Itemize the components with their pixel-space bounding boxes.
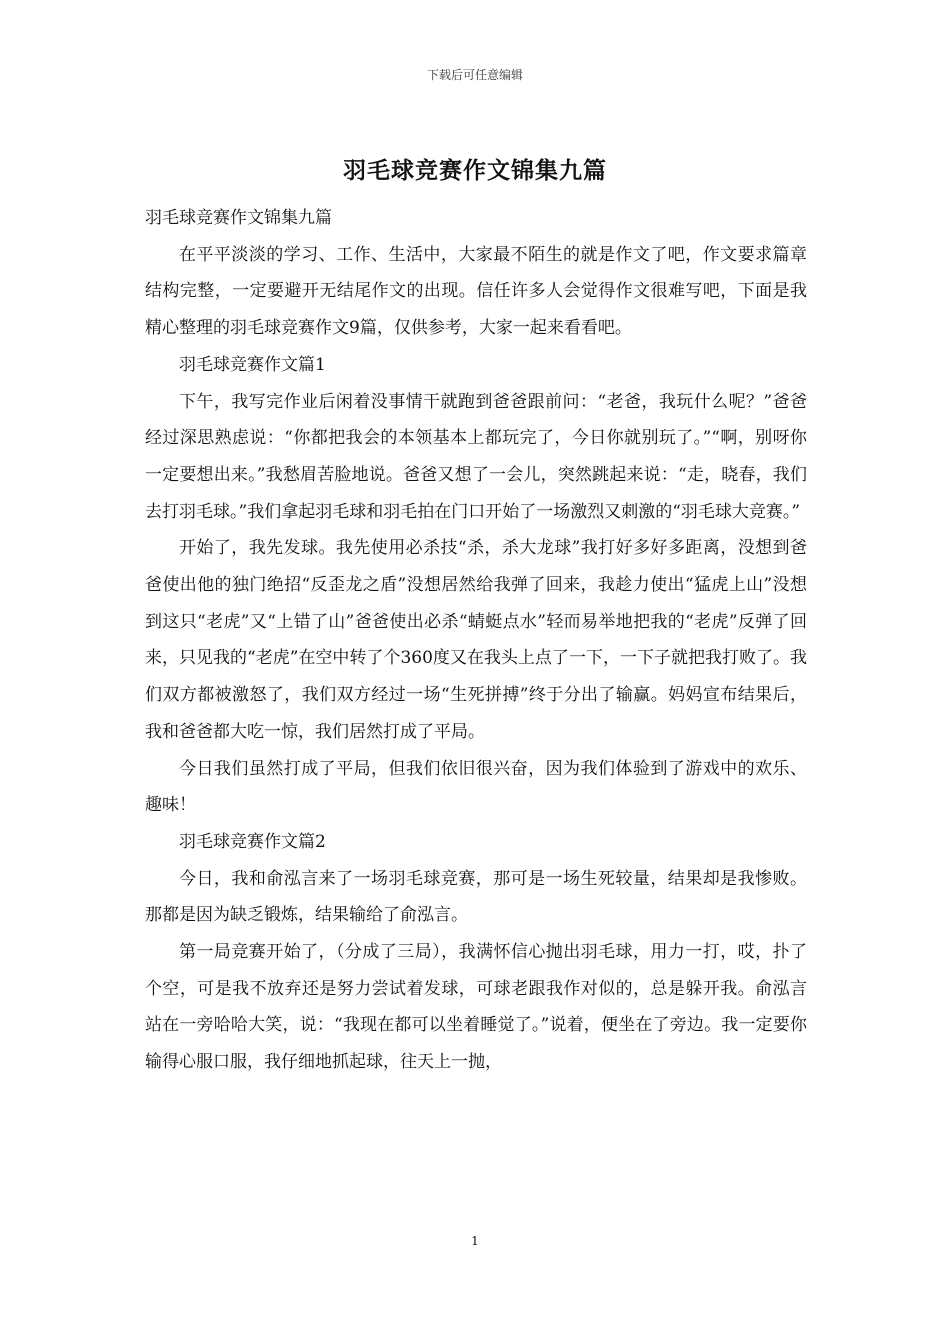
body-paragraph: 今日我们虽然打成了平局，但我们依旧很兴奋，因为我们体验到了游戏中的欢乐、趣味！: [145, 758, 807, 816]
section-heading-2: 羽毛球竞赛作文篇2: [179, 831, 326, 852]
page-number: 1: [471, 1234, 479, 1248]
page-header-note: 下载后可任意编辑: [426, 68, 523, 82]
body-paragraph: 第一局竞赛开始了，（分成了三局），我满怀信心抛出羽毛球，用力一打，哎，扑了个空，可是我不放弃还是努力尝试着发球，可球老跟我作对似的，总是躲开我。俞泓言站在一旁哈哈大笑，说：“我现在都可以坐着睡觉了。”说着，便坐在了旁边。我一定要你输得心服口服，我仔细地抓起球，往天上一抛，: [145, 942, 807, 1073]
section-heading-1: 羽毛球竞赛作文篇1: [179, 354, 326, 375]
body-paragraph: 开始了，我先发球。我先使用必杀技“杀，杀大龙球”我打好多好多距离，没想到爸爸使出他的独门绝招“反歪龙之盾”没想居然给我弹了回来，我趁力使出“猛虎上山”没想到这只“老虎”又“上错了山”爸爸使出必杀“蜻蜓点水”轻而易举地把我的“老虎”反弹了回来，只见我的“老虎”在空中转了个360度又在我头上点了一下，一下子就把我打败了。我们双方都被激怒了，我们双方经过一场“生死拼搏”终于分出了输赢。妈妈宣布结果后，我和爸爸都大吃一惊，我们居然打成了平局。: [145, 538, 807, 742]
body-paragraph: 下午，我写完作业后闲着没事情干就跑到爸爸跟前问：“老爸，我玩什么呢？”爸爸经过深思熟虑说：“你都把我会的本领基本上都玩完了，今日你就别玩了。”“啊，别呀你一定要想出来。”我愁眉苦脸地说。爸爸又想了一会儿，突然跳起来说：“走，晓春，我们去打羽毛球。”我们拿起羽毛球和羽毛拍在门口开始了一场激烈又刺激的“羽毛球大竞赛。”: [145, 391, 807, 522]
document-body: [145, 200, 807, 1081]
intro-paragraph: 在平平淡淡的学习、工作、生活中，大家最不陌生的就是作文了吧，作文要求篇章结构完整，一定要避开无结尾作文的出现。信任许多人会觉得作文很难写吧，下面是我精心整理的羽毛球竞赛作文9篇，仅供参考，大家一起来看看吧。: [145, 244, 807, 339]
body-paragraph: 今日，我和俞泓言来了一场羽毛球竞赛，那可是一场生死较量，结果却是我惨败。那都是因为缺乏锻炼，结果输给了俞泓言。: [145, 868, 807, 926]
document-title: 羽毛球竞赛作文锦集九篇: [343, 157, 607, 184]
subtitle-paragraph: 羽毛球竞赛作文锦集九篇: [145, 208, 332, 228]
